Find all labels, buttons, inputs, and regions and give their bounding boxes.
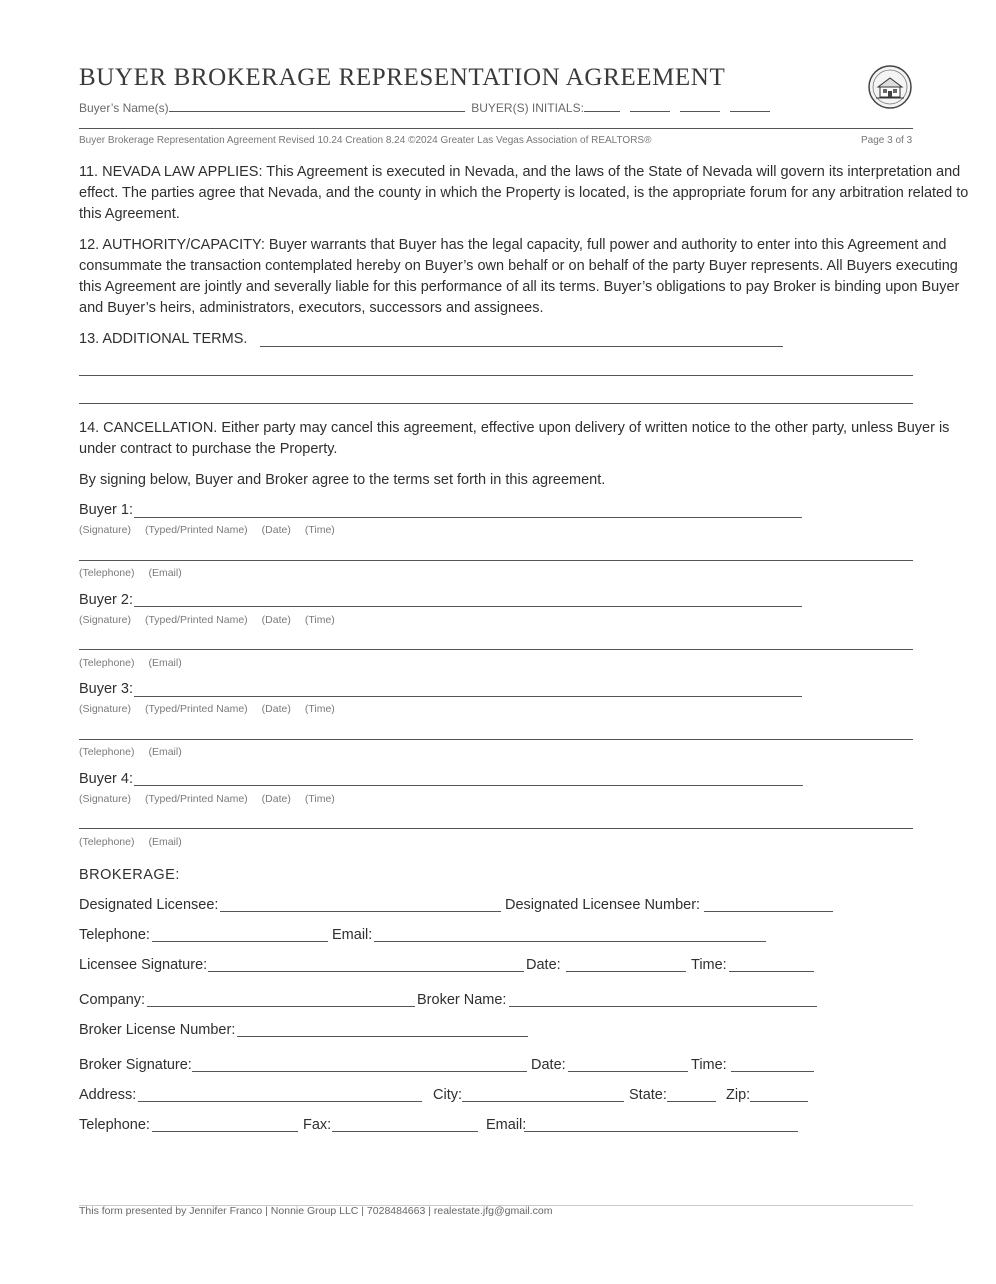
broker-email-label: Email:	[486, 1117, 527, 1133]
broker-signature-label: Broker Signature:	[79, 1057, 192, 1073]
section-11: 11. NEVADA LAW APPLIES: This Agreement is executed in Nevada, and the laws of the State of Nevada will govern its interpretation and effect. The parties agree that Nevada, and the county in which the Property is located, is the appropriate forum for any arbitration related to this Agreement.	[79, 164, 969, 222]
buyer-4-contact-captions	[79, 836, 196, 848]
buyer-3-captions	[79, 703, 349, 715]
section-14: 14. CANCELLATION. Either party may cancel this agreement, effective upon delivery of written notice to the other party, unless Buyer is under contract to purchase the Property.	[79, 420, 950, 457]
broker-email-field[interactable]	[524, 1131, 798, 1132]
buyer-names-row	[79, 99, 770, 115]
caption-date: (Date)	[261, 524, 291, 536]
broker-license-number-label: Broker License Number:	[79, 1022, 236, 1038]
buyer-3-contact-line[interactable]	[79, 739, 913, 740]
licensee-date-field[interactable]	[566, 971, 686, 972]
caption-signature: (Signature)	[79, 703, 131, 715]
broker-signature-field[interactable]	[192, 1071, 527, 1072]
buyer-3-signature-line[interactable]	[134, 696, 802, 697]
buyer-names-field[interactable]	[169, 99, 465, 112]
designated-licensee-number-field[interactable]	[704, 911, 833, 912]
company-field[interactable]	[147, 1006, 415, 1007]
city-field[interactable]	[462, 1101, 624, 1102]
state-label: State:	[629, 1087, 667, 1103]
caption-signature: (Signature)	[79, 524, 131, 536]
licensee-time-field[interactable]	[729, 971, 814, 972]
licensee-email-field[interactable]	[374, 941, 766, 942]
designated-licensee-label: Designated Licensee:	[79, 897, 219, 913]
buyer-2-contact-captions	[79, 657, 196, 669]
buyer-2-captions	[79, 614, 349, 626]
header-rule	[79, 128, 913, 129]
caption-telephone: (Telephone)	[79, 657, 135, 669]
caption-date: (Date)	[261, 793, 291, 805]
buyer-2-contact-line[interactable]	[79, 649, 913, 650]
buyer-2-signature-line[interactable]	[134, 606, 802, 607]
licensee-email-label: Email:	[332, 927, 373, 943]
address-field[interactable]	[138, 1101, 422, 1102]
zip-label: Zip:	[726, 1087, 751, 1103]
caption-telephone: (Telephone)	[79, 836, 135, 848]
address-label: Address:	[79, 1087, 137, 1103]
initials-field-2[interactable]	[630, 99, 670, 112]
buyer-4-signature-line[interactable]	[134, 785, 803, 786]
licensee-signature-label: Licensee Signature:	[79, 957, 208, 973]
broker-time-field[interactable]	[731, 1071, 814, 1072]
licensee-signature-field[interactable]	[208, 971, 524, 972]
company-label: Company:	[79, 992, 146, 1008]
initials-field-1[interactable]	[584, 99, 620, 112]
form-info: Buyer Brokerage Representation Agreement Revised 10.24 Creation 8.24 ©2024 Greater Las Vegas Association of REALTORS®	[79, 135, 652, 146]
broker-name-label: Broker Name:	[417, 992, 507, 1008]
buyer-3-label: Buyer 3:	[79, 681, 133, 697]
buyer-1-captions	[79, 524, 349, 536]
page-number: Page 3 of 3	[861, 135, 913, 146]
broker-time-label: Time:	[691, 1057, 727, 1073]
buyer-1-label: Buyer 1:	[79, 502, 133, 518]
caption-email: (Email)	[148, 567, 182, 579]
additional-terms-line-1[interactable]	[260, 346, 783, 347]
fax-field[interactable]	[332, 1131, 478, 1132]
buyer-4-contact-line[interactable]	[79, 828, 913, 829]
buyer-3-contact-captions	[79, 746, 196, 758]
buyer-names-label: Buyer’s Name(s)	[79, 101, 169, 115]
section-13-label: 13. ADDITIONAL TERMS.	[79, 331, 248, 347]
page-title: BUYER BROKERAGE REPRESENTATION AGREEMENT	[79, 64, 726, 91]
caption-email: (Email)	[148, 657, 182, 669]
caption-telephone: (Telephone)	[79, 746, 135, 758]
additional-terms-line-3[interactable]	[79, 403, 913, 404]
caption-printed-name: (Typed/Printed Name)	[144, 703, 248, 715]
licensee-telephone-label: Telephone:	[79, 927, 150, 943]
initials-field-3[interactable]	[680, 99, 720, 112]
broker-date-field[interactable]	[568, 1071, 688, 1072]
buyer-4-label: Buyer 4:	[79, 771, 133, 787]
house-logo-icon	[868, 65, 912, 109]
footer-presented-by: This form presented by Jennifer Franco | Nonnie Group LLC | 7028484663 | realestate.jfg@gmail.com	[79, 1205, 553, 1217]
city-label: City:	[433, 1087, 462, 1103]
brokerage-heading: BROKERAGE:	[79, 867, 180, 883]
caption-printed-name: (Typed/Printed Name)	[144, 524, 248, 536]
zip-field[interactable]	[750, 1101, 808, 1102]
caption-time: (Time)	[304, 793, 335, 805]
caption-time: (Time)	[304, 703, 335, 715]
signing-statement: By signing below, Buyer and Broker agree to the terms set forth in this agreement.	[79, 472, 606, 488]
broker-license-number-field[interactable]	[237, 1036, 528, 1037]
section-12: 12. AUTHORITY/CAPACITY: Buyer warrants that Buyer has the legal capacity, full power and authority to enter into this Agreement and consummate the transaction contemplated hereby on Buyer’s own behalf or on behalf of the party Buyer represents. All Buyers executing this Agreement are jointly and severally liable for this performance of all its terms. Buyer’s obligations to pay Broker is binding upon Buyer and Buyer’s heirs, administrators, executors, successors and assignees.	[79, 237, 960, 316]
fax-label: Fax:	[303, 1117, 332, 1133]
buyer-1-signature-line[interactable]	[134, 517, 802, 518]
buyer-1-contact-line[interactable]	[79, 560, 913, 561]
caption-email: (Email)	[148, 836, 182, 848]
caption-time: (Time)	[304, 524, 335, 536]
caption-printed-name: (Typed/Printed Name)	[144, 614, 248, 626]
buyer-2-label: Buyer 2:	[79, 592, 133, 608]
designated-licensee-number-label: Designated Licensee Number:	[505, 897, 701, 913]
initials-field-4[interactable]	[730, 99, 770, 112]
broker-telephone-label: Telephone:	[79, 1117, 150, 1133]
caption-date: (Date)	[261, 614, 291, 626]
caption-date: (Date)	[261, 703, 291, 715]
broker-date-label: Date:	[531, 1057, 566, 1073]
broker-telephone-field[interactable]	[152, 1131, 298, 1132]
caption-signature: (Signature)	[79, 793, 131, 805]
caption-time: (Time)	[304, 614, 335, 626]
licensee-date-label: Date:	[526, 957, 561, 973]
licensee-time-label: Time:	[691, 957, 727, 973]
initials-label: BUYER(S) INITIALS:	[471, 101, 584, 115]
broker-name-field[interactable]	[509, 1006, 817, 1007]
caption-telephone: (Telephone)	[79, 567, 135, 579]
caption-email: (Email)	[148, 746, 182, 758]
caption-printed-name: (Typed/Printed Name)	[144, 793, 248, 805]
designated-licensee-field[interactable]	[220, 911, 501, 912]
buyer-1-contact-captions	[79, 567, 196, 579]
state-field[interactable]	[667, 1101, 716, 1102]
additional-terms-line-2[interactable]	[79, 375, 913, 376]
licensee-telephone-field[interactable]	[152, 941, 328, 942]
buyer-4-captions	[79, 793, 349, 805]
caption-signature: (Signature)	[79, 614, 131, 626]
